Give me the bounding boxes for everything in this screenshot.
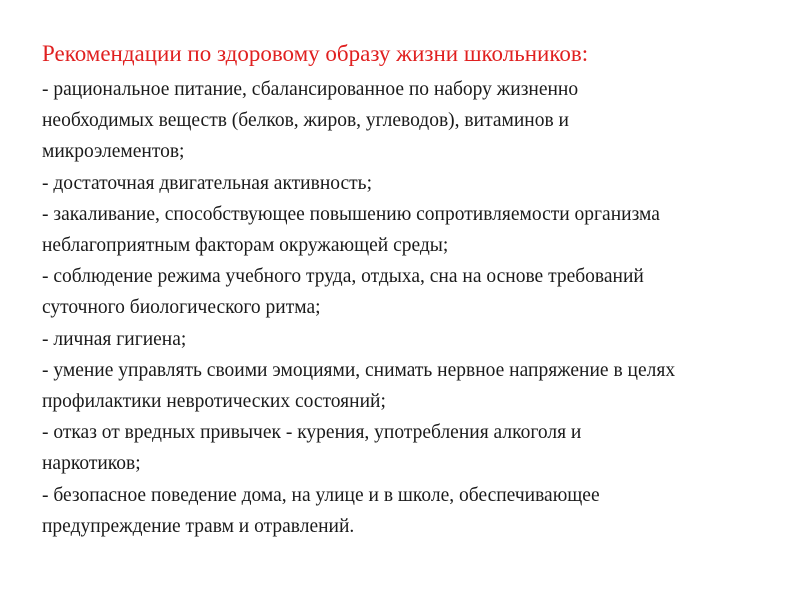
- text-line: - безопасное поведение дома, на улице и в школе, обеспечивающее: [42, 484, 600, 506]
- text-line: - соблюдение режима учебного труда, отдыха, сна на основе требований: [42, 266, 644, 288]
- text-line: суточного биологического ритма;: [42, 297, 321, 319]
- text-line: - рациональное питание, сбалансированное по набору жизненно: [42, 79, 579, 100]
- slide-content: [42, 38, 777, 542]
- slide-title: Рекомендации по здоровому образу жизни школьников:: [42, 41, 589, 66]
- text-line: наркотиков;: [42, 453, 141, 475]
- text-line: необходимых веществ (белков, жиров, углеводов), витаминов и: [42, 110, 569, 132]
- text-line: профилактики невротических состояний;: [42, 391, 386, 413]
- text-line: - достаточная двигательная активность;: [42, 172, 372, 194]
- text-line: предупреждение травм и отравлений.: [42, 515, 355, 537]
- text-line: - отказ от вредных привычек - курения, употребления алкоголя и: [42, 422, 582, 444]
- text-line: - умение управлять своими эмоциями, снимать нервное напряжение в целях: [42, 359, 676, 381]
- text-line: неблагоприятным факторам окружающей среды;: [42, 235, 449, 257]
- text-line: - закаливание, способствующее повышению сопротивляемости организма: [42, 203, 660, 225]
- text-line: микроэлементов;: [42, 141, 185, 163]
- text-line: - личная гигиена;: [42, 328, 187, 350]
